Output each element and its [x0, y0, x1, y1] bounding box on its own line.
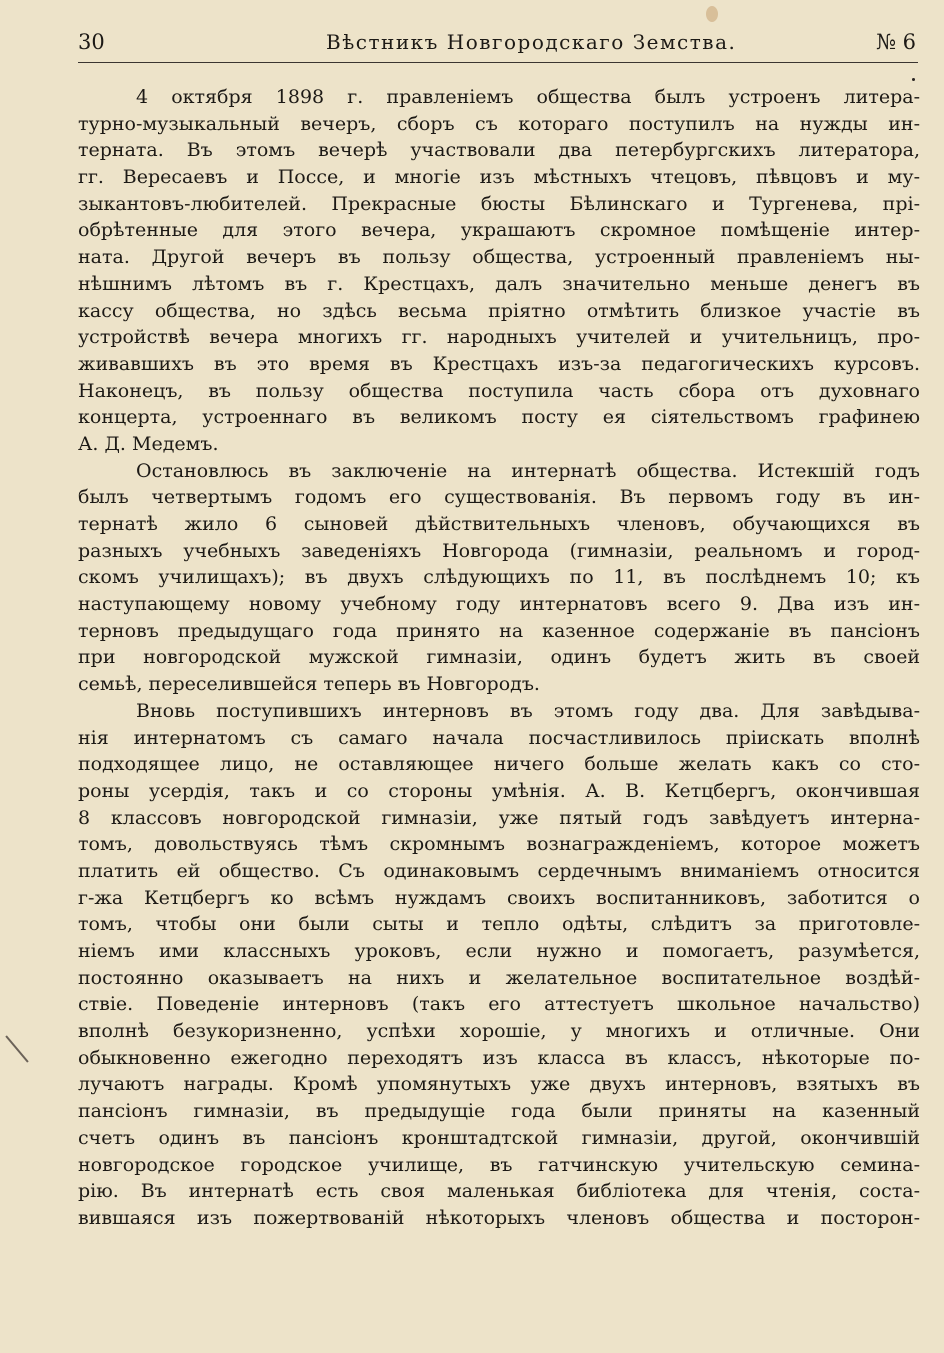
- text-line: кассу общества, но здѣсь весьма пріятно отмѣтить близкое участіе въ: [78, 299, 920, 322]
- text-line: лучаютъ награды. Кромѣ упомянутыхъ уже двухъ интерновъ, взятыхъ въ: [78, 1073, 920, 1096]
- text-line: живавшихъ въ это время въ Крестцахъ изъ-за педагогическихъ курсовъ.: [78, 352, 920, 375]
- text-line: новгородское городское училище, въ гатчинскую учительскую семина-: [78, 1153, 920, 1176]
- text-line: нія интернатомъ съ самаго начала посчастливилось пріискать вполнѣ: [78, 726, 920, 749]
- header-rule: [78, 62, 918, 63]
- page-number: 30: [78, 30, 105, 54]
- body-text: [78, 84, 920, 1232]
- text-line: Наконецъ, въ пользу общества поступила часть сбора отъ духовнаго: [78, 379, 920, 402]
- text-line: нѣшнимъ лѣтомъ въ г. Крестцахъ, далъ значительно меньше денегъ въ: [78, 272, 920, 295]
- text-line: обрѣтенные для этого вечера, украшаютъ скромное помѣщеніе интер-: [78, 219, 920, 242]
- text-line: г-жа Кетцбергъ ко всѣмъ нуждамъ своихъ воспитанниковъ, заботится о: [78, 886, 920, 909]
- text-line: рію. Въ интернатѣ есть своя маленькая библіотека для чтенія, соста-: [78, 1180, 920, 1203]
- text-line: вполнѣ безукоризненно, успѣхи хорошіе, у многихъ и отличные. Они: [78, 1020, 920, 1043]
- text-line: ствіе. Поведеніе интерновъ (такъ его аттестуетъ школьное начальство): [78, 993, 920, 1016]
- text-line: обыкновенно ежегодно переходятъ изъ класса въ классъ, нѣкоторые по-: [78, 1046, 920, 1069]
- text-line: при новгородской мужской гимназіи, одинъ будетъ жить въ своей: [78, 646, 920, 669]
- text-line: терновъ предыдущаго года принято на казенное содержаніе въ пансіонъ: [78, 619, 920, 642]
- text-line: постоянно оказываетъ на нихъ и желательное воспитательное воздѣй-: [78, 966, 920, 989]
- text-line: семьѣ, переселившейся теперь въ Новгородъ.: [78, 673, 540, 696]
- ink-stain: [706, 6, 718, 22]
- text-line: 4 октября 1898 г. правленіемъ общества былъ устроенъ литера-: [136, 86, 920, 108]
- text-line: 8 классовъ новгородской гимназіи, уже пятый годъ завѣдуетъ интерна-: [78, 806, 920, 829]
- text-line: томъ, довольствуясь тѣмъ скромнымъ вознагражденіемъ, которое можетъ: [78, 833, 920, 856]
- text-line: зыкантовъ-любителей. Прекрасные бюсты Бѣлинскаго и Тургенева, прі-: [78, 192, 920, 215]
- text-line: концерта, устроеннаго въ великомъ посту ея сіятельствомъ графинею: [78, 406, 920, 429]
- text-line: ніемъ ими классныхъ уроковъ, если нужно и помогаетъ, разумѣется,: [78, 940, 920, 962]
- text-line: роны усердія, такъ и со стороны умѣнія. А. В. Кетцбергъ, окончившая: [78, 779, 920, 802]
- text-line: Остановлюсь въ заключеніе на интернатѣ общества. Истекшій годъ: [136, 459, 920, 482]
- text-line: пансіонъ гимназіи, въ предыдущіе года были приняты на казенный: [78, 1100, 920, 1123]
- running-head: [78, 26, 916, 56]
- text-line: А. Д. Медемъ.: [78, 432, 219, 455]
- text-line: ната. Другой вечеръ въ пользу общества, устроенный правленіемъ ны-: [78, 246, 920, 269]
- text-line: подходящее лицо, не оставляющее ничего больше желать какъ со сто-: [78, 753, 920, 776]
- issue-number: № 6: [876, 30, 916, 54]
- text-line: разныхъ учебныхъ заведеніяхъ Новгорода (гимназіи, реальномъ и город-: [78, 539, 920, 562]
- text-line: Вновь поступившихъ интерновъ въ этомъ году два. Для завѣдыва-: [136, 699, 920, 722]
- margin-mark: [5, 1035, 28, 1062]
- text-line: былъ четвертымъ годомъ его существованія. Въ первомъ году въ ин-: [78, 486, 920, 509]
- text-line: скомъ училищахъ); въ двухъ слѣдующихъ по 11, въ послѣднемъ 10; къ: [78, 566, 920, 589]
- journal-title: Вѣстникъ Новгородскаго Земства.: [326, 30, 737, 54]
- text-line: тернатѣ жило 6 сыновей дѣйствительныхъ членовъ, обучающихся въ: [78, 513, 920, 535]
- text-line: платить ей общество. Съ одинаковымъ сердечнымъ вниманіемъ относится: [78, 859, 920, 882]
- text-line: терната. Въ этомъ вечерѣ участвовали два петербургскихъ литератора,: [78, 139, 920, 162]
- text-line: устройствѣ вечера многихъ гг. народныхъ учителей и учительницъ, про-: [78, 326, 920, 349]
- margin-dot: [912, 78, 915, 81]
- text-line: вившаяся изъ пожертвованій нѣкоторыхъ членовъ общества и посторон-: [78, 1206, 920, 1229]
- text-line: томъ, чтобы они были сыты и тепло одѣты, слѣдитъ за приготовле-: [78, 913, 920, 936]
- text-line: счетъ одинъ въ пансіонъ кронштадтской гимназіи, другой, окончившій: [78, 1126, 920, 1149]
- text-line: турно-музыкальный вечеръ, сборъ съ котораго поступилъ на нужды ин-: [78, 112, 920, 135]
- text-line: наступающему новому учебному году интернатовъ всего 9. Два изъ ин-: [78, 593, 920, 616]
- text-line: гг. Вересаевъ и Поссе, и многіе изъ мѣстныхъ чтецовъ, пѣвцовъ и му-: [78, 166, 920, 189]
